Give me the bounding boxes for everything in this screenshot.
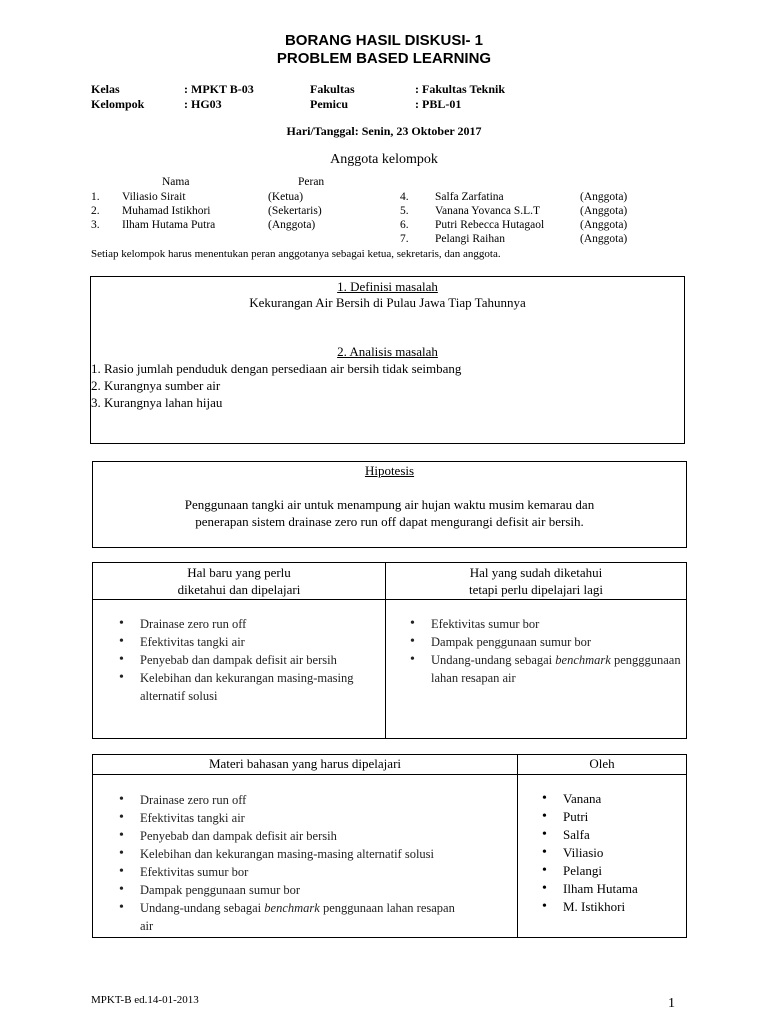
list-item: • Dampak penggunaan sumur bor [110, 881, 505, 899]
list-item: • Drainase zero run off [110, 615, 375, 633]
members-note: Setiap kelompok harus menentukan peran anggotanya sebagai ketua, sekretaris, dan anggota. [91, 248, 501, 260]
col-peran-header: Peran [298, 176, 325, 188]
member-role: (Anggota) [580, 219, 628, 231]
list-item: • Efektivitas sumur bor [110, 863, 505, 881]
list-item: • Drainase zero run off [110, 791, 505, 809]
member-no: 7. [400, 233, 409, 245]
item-text: pengggunaan lahan resapan air [431, 653, 681, 685]
kelompok-value: : HG03 [184, 97, 222, 111]
materi-table [92, 754, 687, 938]
member-role: (Sekertaris) [268, 205, 322, 217]
member-no: 4. [400, 191, 409, 203]
list-item [401, 651, 681, 687]
list-item: • M. Istikhori [533, 898, 683, 916]
list-item: • Vanana [533, 790, 683, 808]
hipotesis-box [92, 461, 687, 548]
list-item: • Viliasio [533, 844, 683, 862]
member-no: 6. [400, 219, 409, 231]
member-no: 3. [91, 219, 100, 231]
member-no: 2. [91, 205, 100, 217]
list-item: • Putri [533, 808, 683, 826]
member-name: Salfa Zarfatina [435, 191, 504, 203]
analisis-item: 1. Rasio jumlah penduduk dengan persediaan air bersih tidak seimbang [91, 361, 462, 376]
item-text: penggunaan lahan resapan air [140, 901, 455, 933]
materi-column-divider [517, 755, 518, 937]
item-text: Undang-undang sebagai [431, 653, 556, 667]
member-no: 1. [91, 191, 100, 203]
member-no: 5. [400, 205, 409, 217]
learning-left-header [93, 564, 385, 598]
learning-header-divider [93, 599, 686, 600]
hipotesis-line-2: penerapan sistem drainase zero run off dapat mengurangi defisit air bersih. [195, 514, 584, 529]
analisis-item: 3. Kurangnya lahan hijau [91, 395, 223, 410]
list-item: • Dampak penggunaan sumur bor [401, 633, 681, 651]
materi-header-divider [93, 774, 686, 775]
list-item: • Penyebab dan dampak defisit air bersih [110, 651, 375, 669]
list-item: • Pelangi [533, 862, 683, 880]
list-item: • Kelebihan dan kekurangan masing-masing alternatif solusi [110, 669, 375, 705]
definisi-text: Kekurangan Air Bersih di Pulau Jawa Tiap Tahunnya [249, 295, 526, 310]
member-role: (Ketua) [268, 191, 304, 203]
pemicu-value: : PBL-01 [415, 97, 462, 111]
oleh-list [533, 790, 683, 916]
member-name: Ilham Hutama Putra [122, 219, 216, 231]
list-item: • Efektivitas tangki air [110, 633, 375, 651]
oleh-header: Oleh [589, 756, 615, 771]
learning-table [92, 562, 687, 739]
definisi-heading: 1. Definisi masalah [337, 279, 438, 294]
kelompok-label: Kelompok [91, 97, 145, 111]
analisis-heading: 2. Analisis masalah [337, 344, 438, 359]
item-text-italic: benchmark [264, 901, 320, 915]
materi-header: Materi bahasan yang harus dipelajari [208, 756, 402, 771]
member-name: Muhamad Istikhori [122, 205, 211, 217]
materi-list [110, 791, 505, 935]
learning-right-list [401, 615, 681, 687]
page-number: 1 [668, 996, 675, 1011]
problem-box [90, 276, 685, 444]
right-header-line-1: Hal yang sudah diketahui [469, 565, 603, 580]
member-role: (Anggota) [268, 219, 316, 231]
analisis-item: 2. Kurangnya sumber air [91, 378, 221, 393]
list-item [110, 899, 505, 935]
member-role: (Anggota) [580, 205, 628, 217]
hipotesis-heading: Hipotesis [364, 463, 415, 478]
member-name: Vanana Yovanca S.L.T [435, 205, 541, 217]
form-title: BORANG HASIL DISKUSI- 1 [284, 32, 484, 49]
list-item: • Kelebihan dan kekurangan masing-masing alternatif solusi [110, 845, 505, 863]
learning-left-list [110, 615, 375, 705]
item-text: Undang-undang sebagai [140, 901, 265, 915]
list-item: • Penyebab dan dampak defisit air bersih [110, 827, 505, 845]
member-role: (Anggota) [580, 233, 628, 245]
members-heading: Anggota kelompok [330, 152, 438, 167]
fakultas-value: : Fakultas Teknik [415, 82, 506, 96]
analisis-list [91, 360, 461, 411]
left-header-line-2: diketahui dan dipelajari [177, 582, 301, 597]
list-item: • Ilham Hutama [533, 880, 683, 898]
item-text-italic: benchmark [555, 653, 611, 667]
fakultas-label: Fakultas [310, 82, 355, 96]
member-name: Putri Rebecca Hutagaol [435, 219, 545, 231]
right-header-line-2: tetapi perlu dipelajari lagi [469, 582, 603, 597]
date-line: Hari/Tanggal: Senin, 23 Oktober 2017 [286, 124, 482, 138]
kelas-value: : MPKT B-03 [184, 82, 254, 96]
member-name: Viliasio Sirait [122, 191, 186, 203]
left-header-line-1: Hal baru yang perlu [187, 565, 291, 580]
footer-edition: MPKT-B ed.14-01-2013 [91, 994, 199, 1006]
pemicu-label: Pemicu [310, 97, 348, 111]
member-name: Pelangi Raihan [435, 233, 505, 245]
list-item: • Efektivitas tangki air [110, 809, 505, 827]
kelas-label: Kelas [91, 82, 120, 96]
form-subtitle: PROBLEM BASED LEARNING [276, 50, 492, 67]
learning-right-header [386, 564, 686, 598]
list-item: • Efektivitas sumur bor [401, 615, 681, 633]
list-item: • Salfa [533, 826, 683, 844]
col-nama-header: Nama [162, 176, 190, 188]
member-role: (Anggota) [580, 191, 628, 203]
hipotesis-line-1: Penggunaan tangki air untuk menampung air hujan waktu musim kemarau dan [184, 497, 595, 512]
